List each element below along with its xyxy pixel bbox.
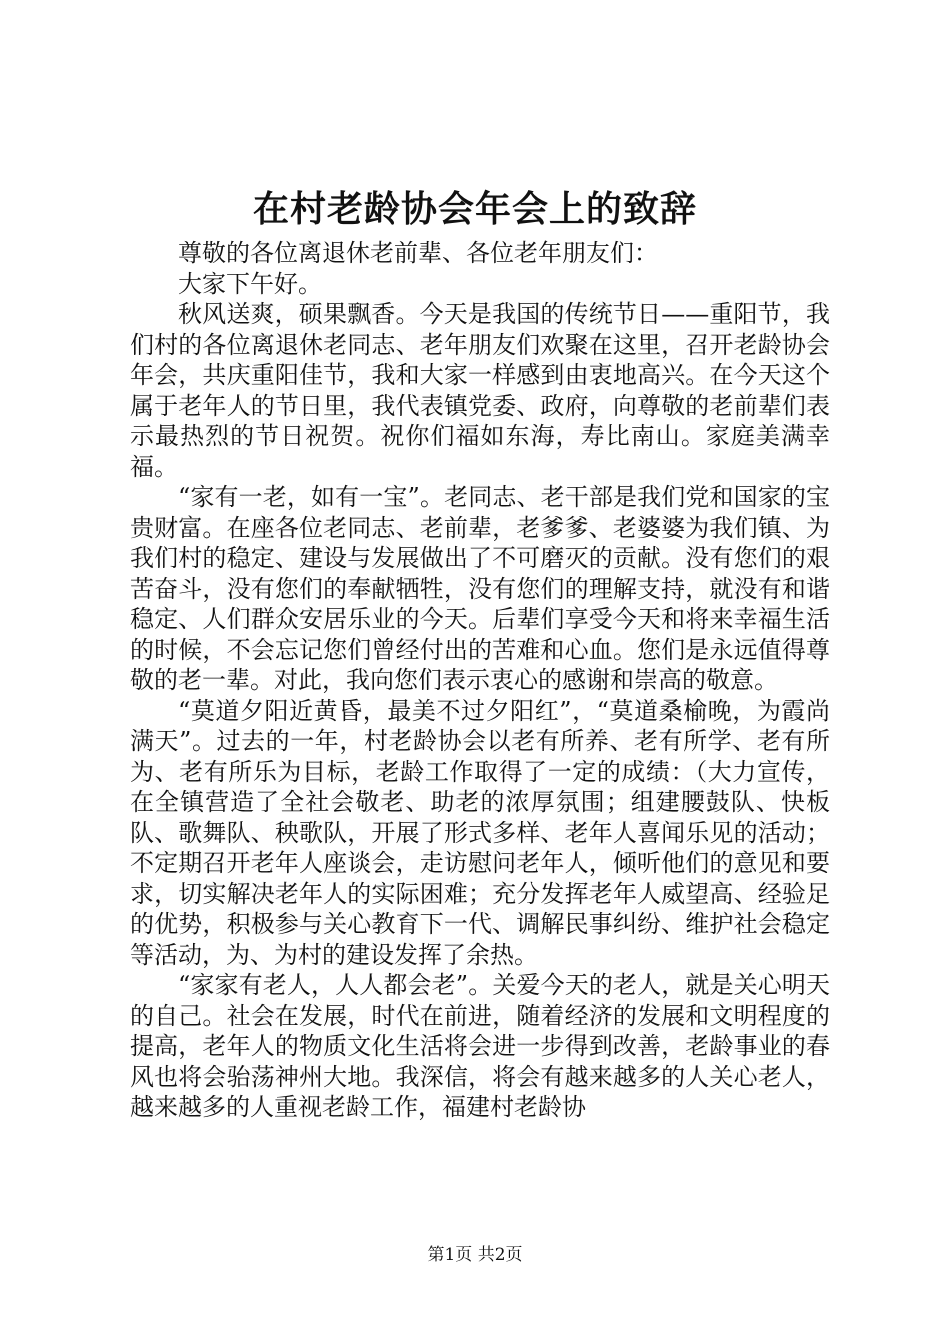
body-paragraph: “家家有老人，人人都会老”。关爱今天的老人，就是关心明天的自己。社会在发展，时代在前进，随着经济的发展和文明程度的提高，老年人的物质文化生活将会进一步得到改善，老龄事业的春风也将会骀荡神州大地。我深信，将会有越来越多的人关心老人，越来越多的人重视老龄工作，福建村老龄协 <box>130 971 830 1121</box>
page-number-footer: 第1页 共2页 <box>427 1245 523 1265</box>
salutation-paragraph: 尊敬的各位离退休老前辈、各位老年朋友们： <box>178 239 658 267</box>
body-paragraph: “家有一老，如有一宝”。老同志、老干部是我们党和国家的宝贵财富。在座各位老同志、老前辈，老爹爹、老婆婆为我们镇、为我们村的稳定、建设与发展做出了不可磨灭的贡献。没有您们的艰苦奋斗，没有您们的奉献牺牲，没有您们的理解支持，就没有和谐稳定、人们群众安居乐业的今天。后辈们享受今天和将来幸福生活的时候，不会忘记您们曾经付出的苦难和心血。您们是永远值得尊敬的老一辈。对此，我向您们表示衷心的感谢和崇高的敬意。 <box>130 483 830 694</box>
greeting-paragraph: 大家下午好。 <box>178 269 322 298</box>
body-paragraph: “莫道夕阳近黄昏，最美不过夕阳红”，“莫道桑榆晚，为霞尚满天”。过去的一年，村老龄协会以老有所养、老有所学、老有所为、老有所乐为目标，老龄工作取得了一定的成绩：（大力宣传，在全镇营造了全社会敬老、助老的浓厚氛围；组建腰鼓队、快板队、歌舞队、秧歌队，开展了形式多样、老年人喜闻乐见的活动；不定期召开老年人座谈会，走访慰问老年人，倾听他们的意见和要求，切实解决老年人的实际困难；充分发挥老年人威望高、经验足的优势，积极参与关心教育下一代、调解民事纠纷、维护社会稳定等活动，为、为村的建设发挥了余热。 <box>130 696 830 969</box>
body-paragraph: 秋风送爽，硕果飘香。今天是我国的传统节日——重阳节，我们村的各位离退休老同志、老年朋友们欢聚在这里，召开老龄协会年会，共庆重阳佳节，我和大家一样感到由衷地高兴。在今天这个属于老年人的节日里，我代表镇党委、政府，向尊敬的老前辈们表示最热烈的节日祝贺。祝你们福如东海，寿比南山。家庭美满幸福。 <box>130 300 830 481</box>
document-body <box>130 238 830 1123</box>
document-title: 在村老龄协会年会上的致辞 <box>252 188 697 230</box>
